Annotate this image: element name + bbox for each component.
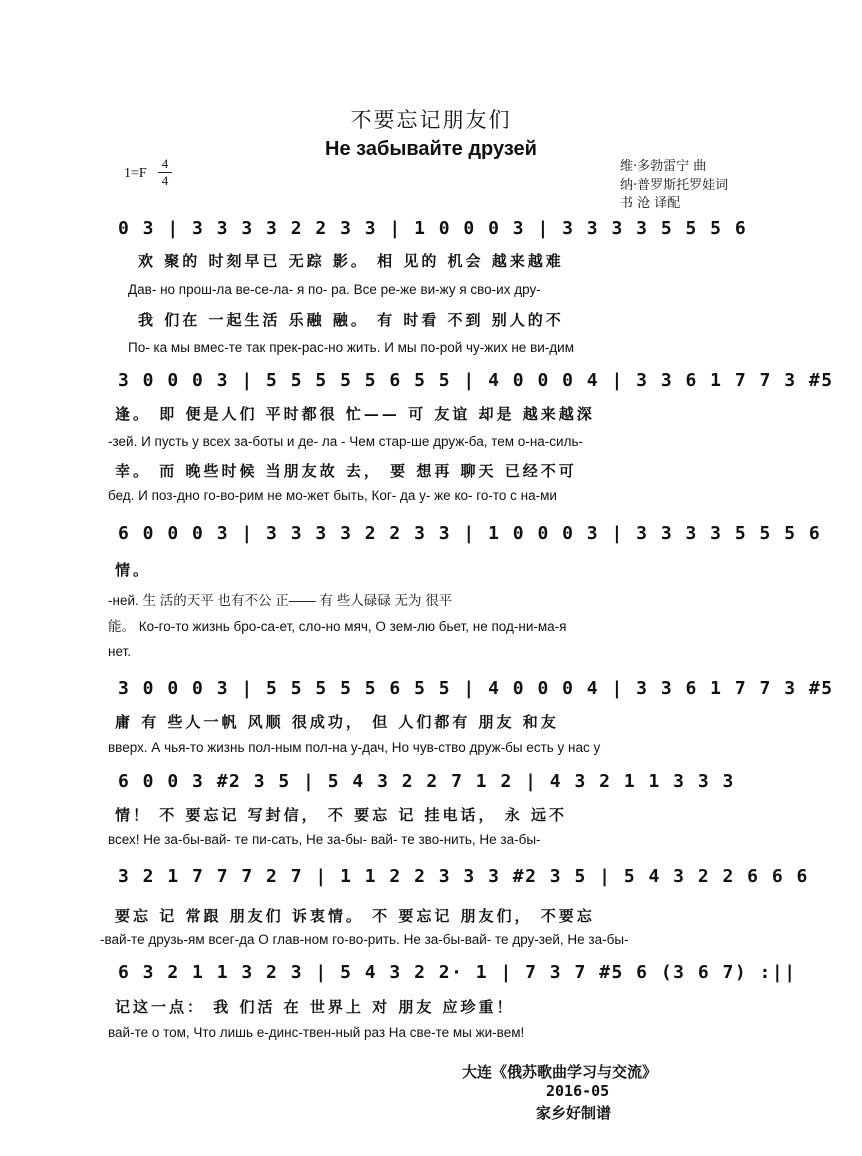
lyric-line: 情。 [115, 561, 152, 579]
numbered-notes: 3 0 0 0 3 | 5 5 5 5 5 6 5 5 | 4 0 0 0 4 | 3 3 6 1 7 7 3 #5 [118, 370, 834, 391]
lyric-line: -зей. И пусть у всех за-боты и де- ла - Чем стар-ше друж-ба, тем о-на-силь- [108, 434, 583, 449]
lyric-line: 逢。 即 便是人们 平时都很 忙—— 可 友谊 却是 越来越深 [115, 405, 595, 423]
lyric-line: 能。 Ко-го-то жизнь бро-са-ет, сло-но мяч, О зем-лю бьет, не под-ни-ма-я [108, 619, 567, 634]
numbered-notes: 3 2 1 7 7 7 2 7 | 1 1 2 2 3 3 3 #2 3 5 | 5 4 3 2 2 6 6 6 [118, 866, 809, 887]
title-chinese: 不要忘记朋友们 [350, 108, 512, 132]
notation-row [0, 370, 862, 400]
lyric-line: 欢 聚的 时刻早已 无踪 影。 相 见的 机会 越来越难 [138, 252, 564, 270]
footer-source: 大连《俄苏歌曲学习与交流》 [462, 1063, 658, 1081]
numbered-notes: 0 3 | 3 3 3 3 2 2 3 3 | 1 0 0 0 3 | 3 3 3 3 5 5 5 6 [118, 218, 748, 239]
numbered-notes: 6 3 2 1 1 3 2 3 | 5 4 3 2 2· 1 | 7 3 7 #5 6 (3 6 7) :|| [118, 962, 797, 983]
time-signature-top: 4 [161, 156, 169, 171]
time-signature-bottom: 4 [158, 172, 172, 189]
notation-row [0, 678, 862, 708]
lyric-line: 要忘 记 常跟 朋友们 诉衷情。 不 要忘记 朋友们， 不要忘 [115, 907, 595, 925]
lyric-line: 幸。 而 晚些时候 当朋友故 去， 要 想再 聊天 已经不可 [115, 462, 577, 480]
notation-row [0, 962, 862, 992]
lyric-line: нет. [108, 644, 131, 659]
lyric-line: бед. И поз-дно го-во-рим не мо-жет быть, Ког- да у- же ко- го-то с на-ми [108, 488, 557, 503]
lyric-line: 庸 有 些人一帆 风顺 很成功， 但 人们都有 朋友 和友 [115, 713, 559, 731]
lyric-line: По- ка мы вмес-те так прек-рас-но жить. И мы по-рой чу-жих не ви-дим [128, 340, 574, 355]
lyric-line: вай-те о том, Что лишь е-динс-твен-ный раз На све-те мы жи-вем! [108, 1025, 525, 1040]
lyric-line: -ней. 生 活的天平 也有不公 正—— 有 些人碌碌 无为 很平 [108, 593, 453, 608]
notation-row [0, 771, 862, 801]
lyric-line: 情！ 不 要忘记 写封信， 不 要忘 记 挂电话， 永 远不 [115, 806, 568, 824]
lyric-line: 记这一点： 我 们活 在 世界上 对 朋友 应珍重！ [115, 998, 515, 1016]
footer-maker: 家乡好制谱 [536, 1104, 612, 1122]
lyric-line: 我 们在 一起生活 乐融 融。 有 时看 不到 别人的不 [138, 311, 564, 329]
credit-composer: 维·多勃雷宁 曲 [620, 159, 707, 174]
lyric-line: вверх. А чья-то жизнь пол-ным пол-на у-дач, Но чув-ство друж-бы есть у нас у [108, 740, 601, 755]
numbered-notes: 6 0 0 3 #2 3 5 | 5 4 3 2 2 7 1 2 | 4 3 2 1 1 3 3 3 [118, 771, 735, 792]
time-signature [158, 156, 172, 189]
credit-lyricist: 纳·普罗斯托罗娃词 [620, 178, 729, 193]
key-signature: 1=F [124, 166, 147, 181]
title-russian: Не забывайте друзей [325, 138, 537, 160]
notation-row [0, 866, 862, 896]
notation-row [0, 218, 862, 248]
numbered-notes: 6 0 0 0 3 | 3 3 3 3 2 2 3 3 | 1 0 0 0 3 | 3 3 3 3 5 5 5 6 [118, 523, 822, 544]
footer-date: 2016-05 [546, 1082, 610, 1100]
lyric-line: -вай-те друзь-ям всег-да О глав-ном го-во-рить. Не за-бы-вай- те дру-зей, Не за-бы- [100, 932, 629, 947]
lyric-line: всех! Не за-бы-вай- те пи-сать, Не за-бы- вай- те зво-нить, Не за-бы- [108, 832, 541, 847]
notation-row [0, 523, 862, 553]
credit-translator: 书 沧 译配 [620, 196, 681, 211]
lyric-line: Дав- но прош-ла ве-се-ла- я по- ра. Все ре-же ви-жу я сво-их дру- [128, 282, 541, 297]
numbered-notes: 3 0 0 0 3 | 5 5 5 5 5 6 5 5 | 4 0 0 0 4 | 3 3 6 1 7 7 3 #5 [118, 678, 834, 699]
